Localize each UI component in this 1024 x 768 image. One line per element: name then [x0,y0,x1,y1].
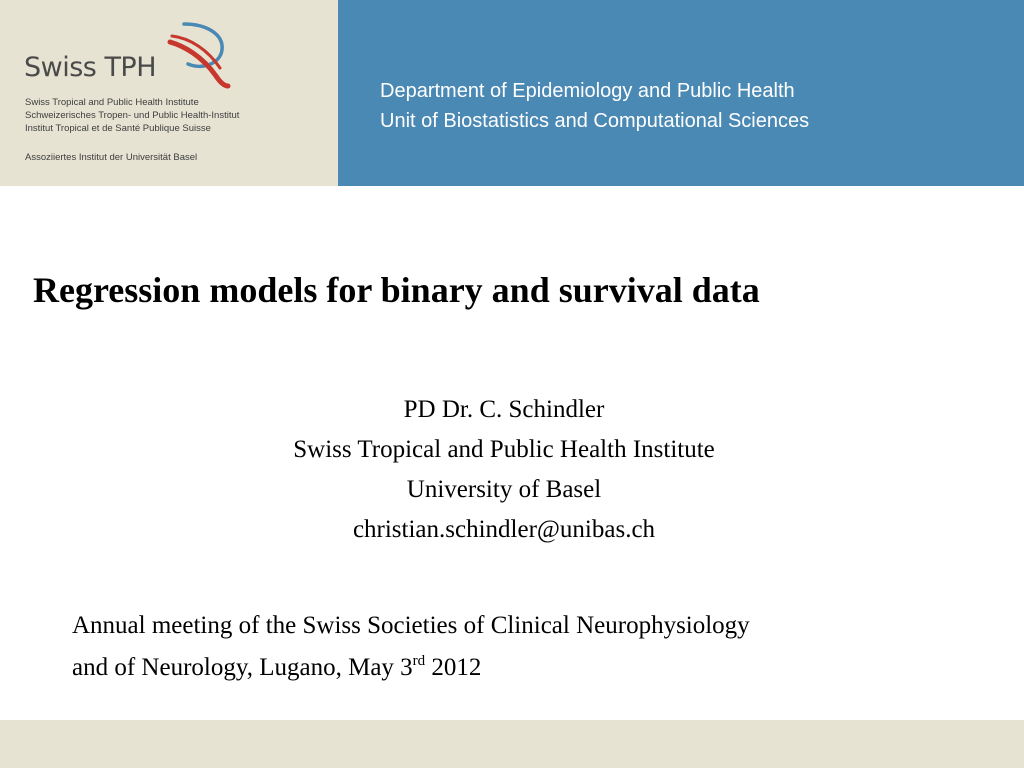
author-email: christian.schindler@unibas.ch [352,516,656,543]
swiss-tph-logo-icon [166,20,236,90]
meeting-info [72,605,750,689]
author-name: PD Dr. C. Schindler [403,396,605,423]
department-name: Department of Epidemiology and Public Health [380,80,795,102]
unit-name: Unit of Biostatistics and Computational Sciences [380,110,810,132]
meeting-date-ordinal: rd [412,653,426,669]
header-logo-panel [0,0,338,186]
department-block [380,76,809,136]
logo-association: Assoziiertes Institut der Universität Basel [25,152,198,163]
logo-line-english: Swiss Tropical and Public Health Institute [25,97,199,108]
author-university: University of Basel [406,476,602,503]
meeting-date-year: 2012 [425,654,482,681]
author-block [0,390,1008,550]
meeting-line-2 [72,647,750,689]
logo-institute-names [25,96,239,135]
meeting-date-prefix: and of Neurology, Lugano, May 3 [72,654,413,681]
logo-wordmark: Swiss TPH [24,52,157,83]
meeting-line-1: Annual meeting of the Swiss Societies of Clinical Neurophysiology [72,612,750,639]
footer-band [0,720,1024,768]
logo-line-german: Schweizerisches Tropen- und Public Health-Institut [25,110,240,121]
slide-title: Regression models for binary and survival data [33,270,760,310]
logo-line-french: Institut Tropical et de Santé Publique Suisse [25,123,211,134]
author-institute: Swiss Tropical and Public Health Institute [293,436,715,463]
